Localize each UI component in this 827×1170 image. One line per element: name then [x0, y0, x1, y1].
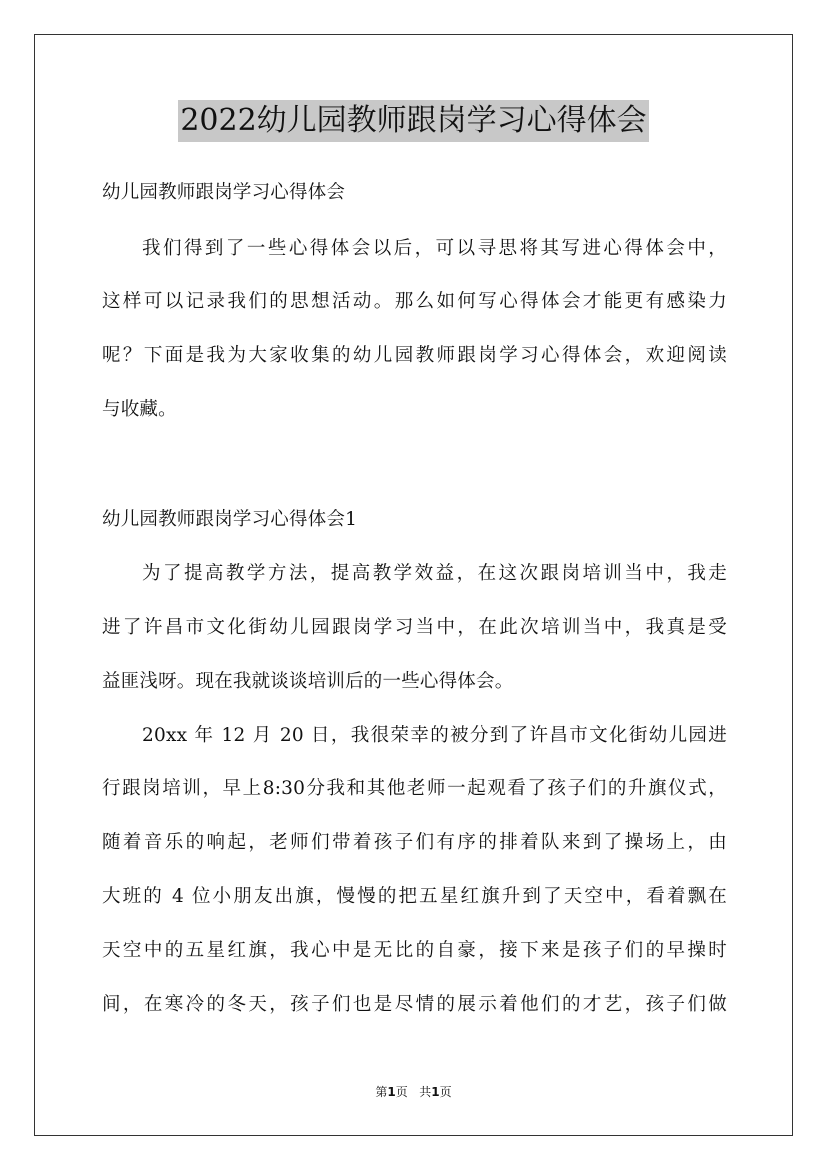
paragraph-line: 天空中的五星红旗，我心中是无比的自豪，接下来是孩子们的早操时 [102, 940, 727, 961]
document-title: 2022幼儿园教师跟岗学习心得体会 [178, 100, 648, 142]
footer-page-prefix: 第 [375, 1085, 388, 1099]
intro-line: 与收藏。 [102, 399, 177, 420]
document-subtitle: 幼儿园教师跟岗学习心得体会 [102, 182, 346, 203]
paragraph-line: 大班的 4 位小朋友出旗，慢慢的把五星红旗升到了天空中，看着飘在 [102, 886, 727, 907]
paragraph-line: 20xx 年 12 月 20 日，我很荣幸的被分到了许昌市文化街幼儿园进 [142, 725, 727, 746]
paragraph-line: 进了许昌市文化街幼儿园跟岗学习当中，在此次培训当中，我真是受 [102, 617, 727, 638]
paragraph-line: 行跟岗培训，早上8:30分我和其他老师一起观看了孩子们的升旗仪式， [102, 778, 727, 799]
title-container [0, 100, 827, 142]
footer-page-number: 1 [387, 1085, 396, 1099]
intro-line: 这样可以记录我们的思想活动。那么如何写心得体会才能更有感染力 [102, 291, 727, 312]
paragraph-line: 随着音乐的响起，老师们带着孩子们有序的排着队来到了操场上，由 [102, 832, 727, 853]
section-heading: 幼儿园教师跟岗学习心得体会1 [102, 509, 358, 530]
intro-line: 呢？下面是我为大家收集的幼儿园教师跟岗学习心得体会，欢迎阅读 [102, 345, 727, 366]
intro-line: 我们得到了一些心得体会以后，可以寻思将其写进心得体会中， [142, 238, 727, 259]
paragraph-line: 为了提高教学方法，提高教学效益，在这次跟岗培训当中，我走 [142, 563, 727, 584]
footer-total-suffix: 页 [439, 1085, 452, 1099]
footer-total-number: 1 [431, 1085, 440, 1099]
paragraph-line: 益匪浅呀。现在我就谈谈培训后的一些心得体会。 [102, 671, 514, 692]
page-footer [0, 1084, 827, 1100]
footer-page-suffix: 页 [395, 1085, 408, 1099]
paragraph-line: 间，在寒冷的冬天，孩子们也是尽情的展示着他们的才艺，孩子们做 [102, 994, 727, 1015]
footer-total-prefix: 共 [419, 1085, 432, 1099]
